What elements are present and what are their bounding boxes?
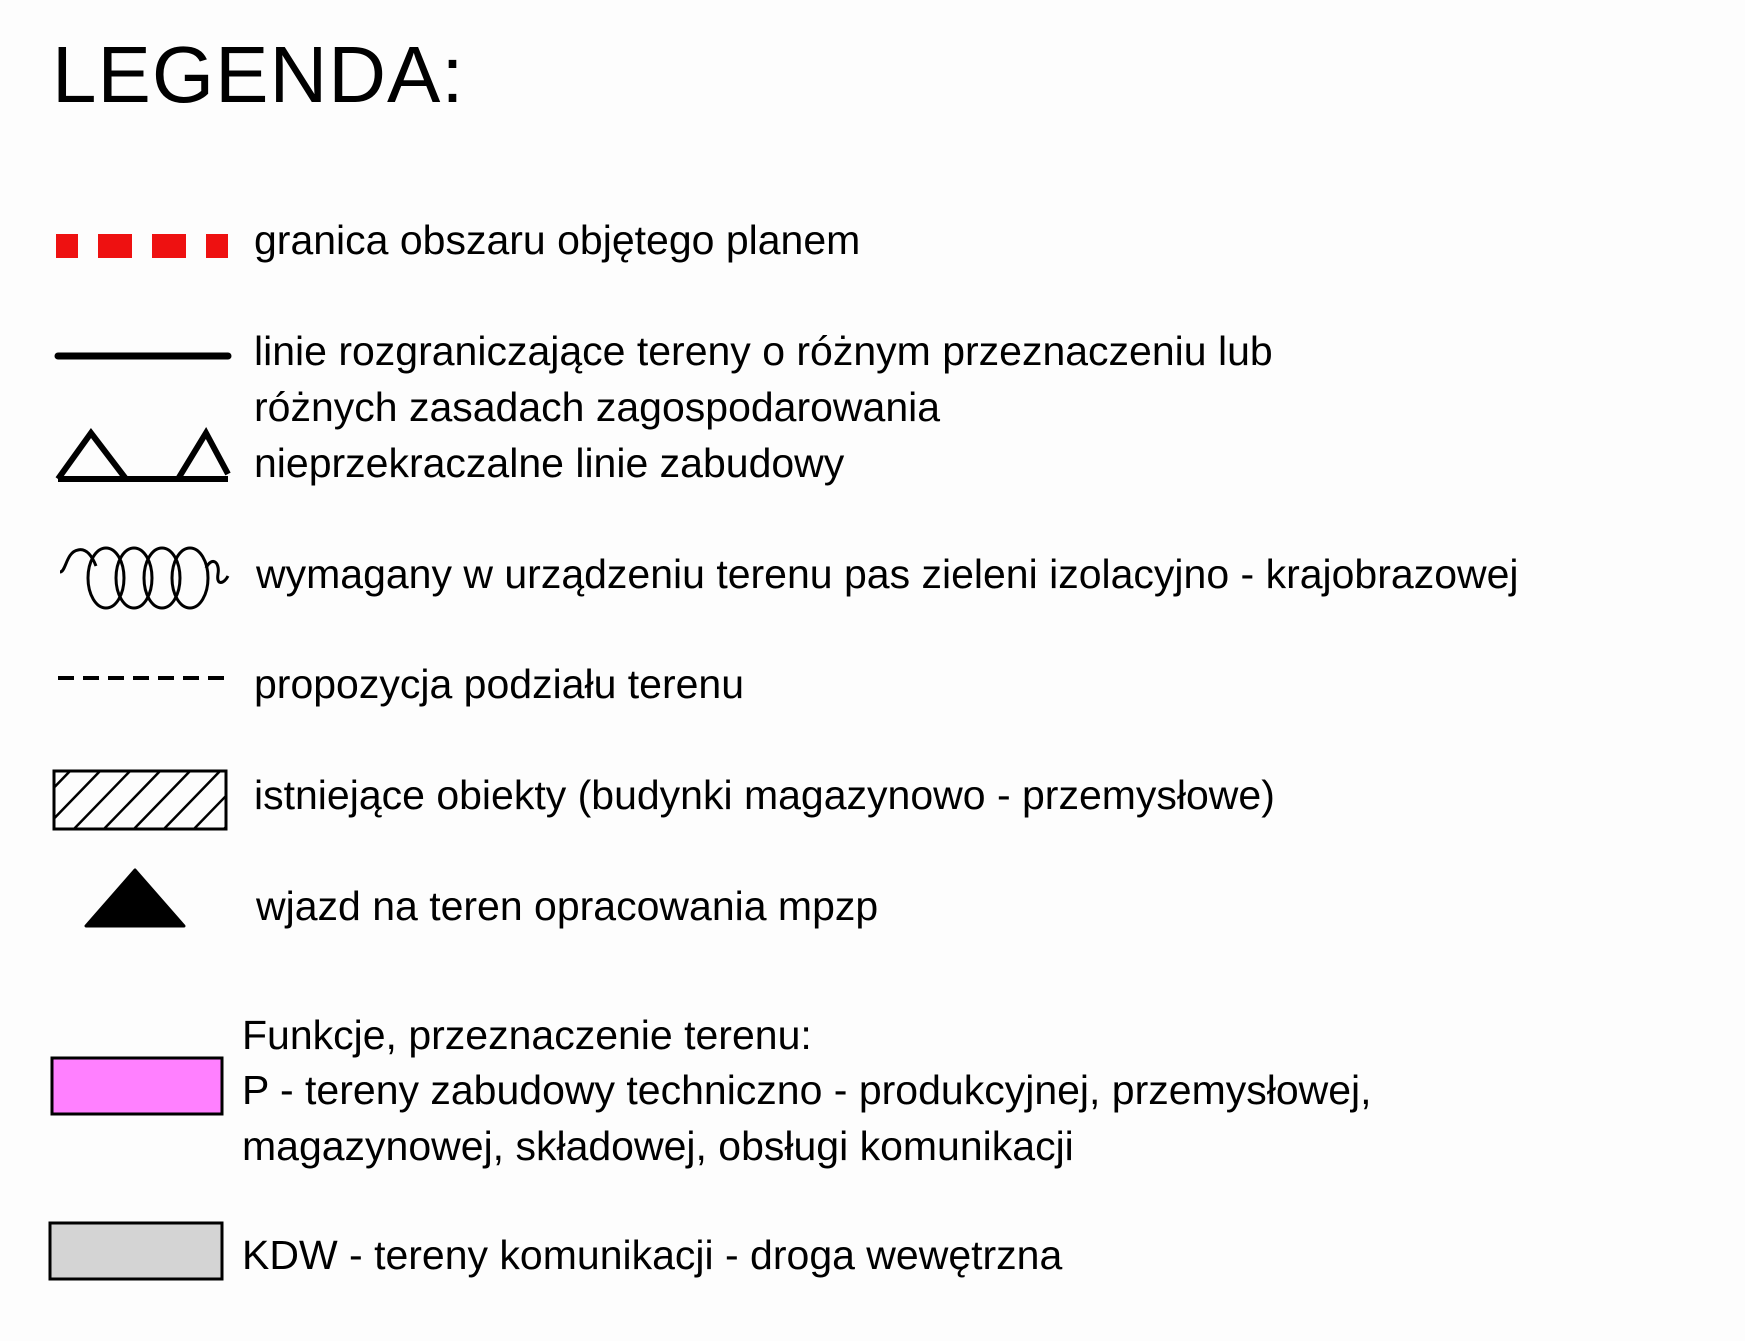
legend-label-entry: wjazd na teren opracowania mpzp bbox=[256, 883, 879, 929]
entry-triangle-icon bbox=[84, 868, 188, 930]
legend-title: LEGENDA: bbox=[52, 30, 465, 119]
building-line-triangle-icon bbox=[56, 428, 236, 484]
red-dashed-boundary-icon bbox=[56, 232, 236, 262]
zone-p-swatch bbox=[50, 1056, 230, 1118]
legend-label-solid-line-2: różnych zasadach zagospodarowania bbox=[254, 384, 941, 430]
legend-label-buildings: istniejące obiekty (budynki magazynowo - przemysłowe) bbox=[254, 772, 1275, 818]
zone-p-label-1: P - tereny zabudowy techniczno - produkcyjnej, przemysłowej, bbox=[242, 1067, 1372, 1113]
zone-kdw-label: KDW - tereny komunikacji - droga wewętrzna bbox=[242, 1232, 1063, 1278]
functions-heading: Funkcje, przeznaczenie terenu: bbox=[242, 1012, 812, 1058]
legend-label-green-belt: wymagany w urządzeniu terenu pas zieleni izolacyjno - krajobrazowej bbox=[256, 551, 1519, 597]
legend-label-boundary: granica obszaru objętego planem bbox=[254, 217, 861, 263]
solid-line-icon bbox=[56, 348, 236, 364]
hatched-buildings-icon bbox=[52, 769, 232, 833]
legend-label-dashed-line: propozycja podziału terenu bbox=[254, 661, 745, 707]
legend-label-solid-line-1: linie rozgraniczające tereny o różnym przeznaczeniu lub bbox=[254, 328, 1273, 374]
legend-label-building-line: nieprzekraczalne linie zabudowy bbox=[254, 440, 845, 486]
green-belt-loops-icon bbox=[56, 538, 236, 614]
zone-kdw-swatch bbox=[48, 1221, 228, 1283]
dashed-line-icon bbox=[56, 672, 236, 684]
zone-p-label-2: magazynowej, składowej, obsługi komunikacji bbox=[242, 1123, 1074, 1169]
